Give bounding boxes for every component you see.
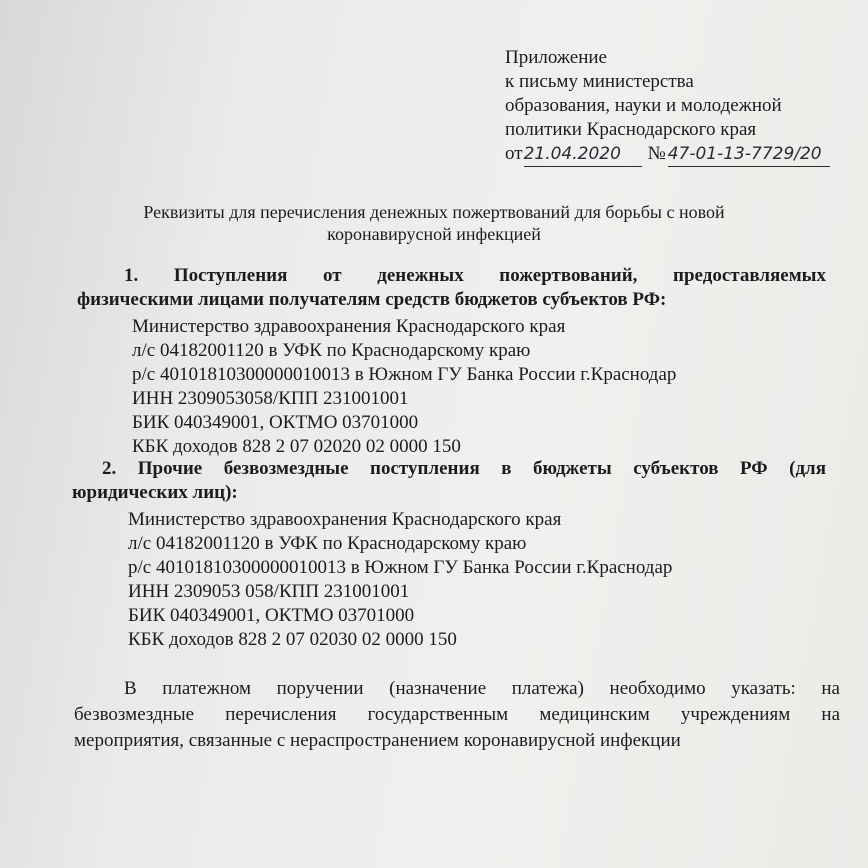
section2-detail-line: л/с 04182001120 в УФК по Краснодарскому краю	[128, 533, 527, 554]
section2-detail-line: ИНН 2309053 058/КПП 231001001	[128, 581, 410, 602]
note-line3: мероприятия, связанные с нераспространением коронавирусной инфекции	[74, 730, 681, 751]
note-line1	[124, 677, 840, 701]
title-line: Реквизиты для перечисления денежных пожертвований для борьбы с новой	[143, 202, 725, 222]
document-title	[0, 201, 868, 245]
appendix-line: Приложение	[505, 47, 607, 68]
note-text: В платежном поручении (назначение платежа) необходимо указать: на	[124, 678, 840, 699]
section2-detail-line: БИК 040349001, ОКТМО 03701000	[128, 605, 415, 626]
section2-detail-line: КБК доходов 828 2 07 02030 02 0000 150	[128, 629, 457, 650]
section1-details	[132, 315, 676, 459]
number-prefix: №	[647, 143, 666, 164]
section1-heading-line1	[124, 264, 826, 288]
note-text: безвозмездные перечисления государственным медицинским учреждениям на	[74, 704, 840, 725]
section2-detail-line: Министерство здравоохранения Краснодарского края	[128, 509, 562, 530]
date-prefix: от	[505, 143, 523, 164]
appendix-block	[505, 46, 830, 167]
note-line2	[74, 703, 840, 727]
section2-heading-line1	[102, 457, 826, 481]
section1-detail-line: л/с 04182001120 в УФК по Краснодарскому краю	[132, 340, 531, 361]
section2-heading-line2: юридических лиц):	[72, 482, 238, 503]
section1-detail-line: ИНН 2309053058/КПП 231001001	[132, 388, 409, 409]
section1-detail-line: КБК доходов 828 2 07 02020 02 0000 150	[132, 436, 461, 457]
section2-details	[128, 508, 672, 652]
section1-heading-line2: физическими лицами получателям средств бюджетов субъектов РФ:	[77, 289, 667, 310]
section2-heading-text: 2. Прочие безвозмездные поступления в бюджеты субъектов РФ (для	[102, 458, 826, 479]
section1-heading-text: 1. Поступления от денежных пожертвований, предоставляемых	[124, 265, 826, 286]
appendix-date-line	[505, 142, 830, 167]
handwritten-date: 21.04.2020	[524, 142, 642, 167]
section1-detail-line: БИК 040349001, ОКТМО 03701000	[132, 412, 419, 433]
appendix-line: образования, науки и молодежной	[505, 95, 782, 116]
appendix-line: политики Краснодарского края	[505, 119, 757, 140]
section1-detail-line: Министерство здравоохранения Краснодарского края	[132, 316, 566, 337]
appendix-line: к письму министерства	[505, 71, 694, 92]
section2-detail-line: р/с 40101810300000010013 в Южном ГУ Банка России г.Краснодар	[128, 557, 673, 578]
section1-detail-line: р/с 40101810300000010013 в Южном ГУ Банка России г.Краснодар	[132, 364, 677, 385]
title-line: коронавирусной инфекцией	[327, 224, 541, 244]
handwritten-number: 47-01-13-7729/20	[668, 142, 830, 167]
